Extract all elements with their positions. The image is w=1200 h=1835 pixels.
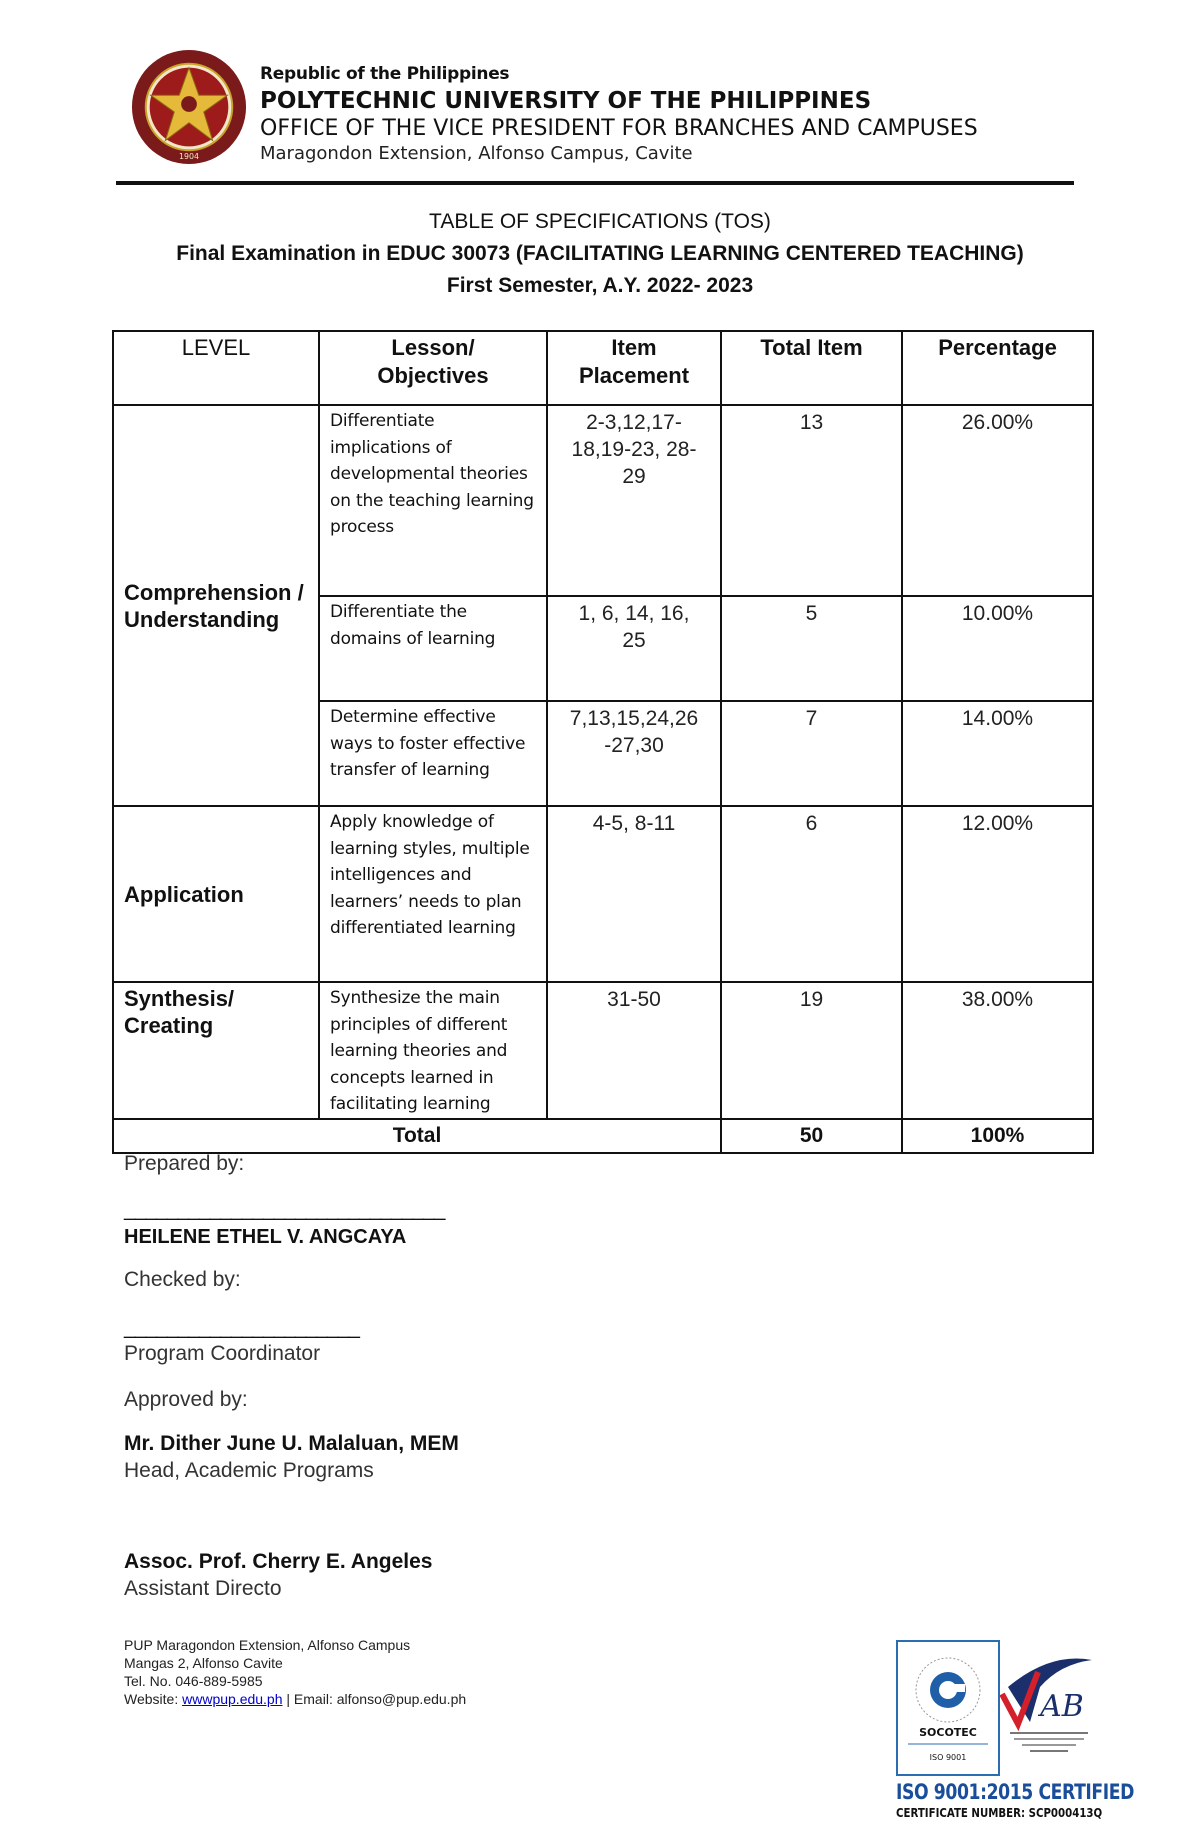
- office-name: OFFICE OF THE VICE PRESIDENT FOR BRANCHES AND CAMPUSES: [260, 116, 978, 141]
- level-comprehension: Comprehension / Understanding: [113, 405, 319, 806]
- signature-line: ______________________: [124, 1316, 359, 1339]
- svg-text:AB: AB: [1040, 1689, 1084, 1724]
- approver-title-1: Head, Academic Programs: [124, 1459, 374, 1482]
- objective-cell: Synthesize the main principles of different learning theories and concepts learned in facilitating learning: [319, 982, 547, 1119]
- total-cell: 5: [721, 596, 902, 701]
- placement-cell: 1, 6, 14, 16, 25: [547, 596, 721, 701]
- header-total-item: Total Item: [721, 331, 902, 405]
- header-item-placement: Item Placement: [547, 331, 721, 405]
- placement-cell: 4-5, 8-11: [547, 806, 721, 982]
- footer-line-4: Website: wwwpup.edu.ph | Email: alfonso@pup.edu.ph: [124, 1691, 467, 1707]
- socotec-logo: [896, 1640, 1000, 1776]
- title-line-1: TABLE OF SPECIFICATIONS (TOS): [429, 210, 771, 233]
- iso-certified-label: ISO 9001:2015 CERTIFIED: [896, 1780, 1135, 1804]
- percentage-cell: 10.00%: [902, 596, 1093, 701]
- ukas-logo: [1000, 1642, 1098, 1770]
- percentage-cell: 14.00%: [902, 701, 1093, 806]
- total-label: Total: [113, 1119, 721, 1153]
- placement-cell: 7,13,15,24,26 -27,30: [547, 701, 721, 806]
- objective-cell: Determine effective ways to foster effective transfer of learning: [319, 701, 547, 806]
- header-divider: [116, 181, 1074, 185]
- website-link[interactable]: wwwpup.edu.ph: [182, 1691, 283, 1707]
- signature-line: ______________________________: [124, 1198, 445, 1221]
- total-cell: 7: [721, 701, 902, 806]
- republic-label: Republic of the Philippines: [260, 64, 510, 84]
- table-header-row: [113, 331, 1093, 405]
- tos-table: [112, 330, 1094, 1154]
- title-line-2: Final Examination in EDUC 30073 (FACILITATING LEARNING CENTERED TEACHING): [176, 242, 1024, 265]
- placement-cell: 2-3,12,17-18,19-23, 28-29: [547, 405, 721, 596]
- placement-cell: 31-50: [547, 982, 721, 1119]
- objective-cell: Differentiate the domains of learning: [319, 596, 547, 701]
- footer-contact: [124, 1636, 466, 1708]
- footer-line-2: Mangas 2, Alfonso Cavite: [124, 1655, 283, 1671]
- objective-cell: Differentiate implications of developmental theories on the teaching learning process: [319, 405, 547, 596]
- table-row: [113, 982, 1093, 1119]
- campus-address: Maragondon Extension, Alfonso Campus, Cavite: [260, 143, 693, 164]
- approver-name-2: Assoc. Prof. Cherry E. Angeles: [124, 1550, 433, 1573]
- total-percentage: 100%: [902, 1119, 1093, 1153]
- title-line-3: First Semester, A.Y. 2022- 2023: [446, 274, 754, 297]
- footer-line-3: Tel. No. 046-889-5985: [124, 1673, 263, 1689]
- svg-text:ISO 9001: ISO 9001: [929, 1753, 967, 1762]
- iso-certification: [896, 1780, 1135, 1820]
- pup-seal-logo: [130, 48, 248, 166]
- certificate-number: CERTIFICATE NUMBER: SCP000413Q: [896, 1806, 1103, 1820]
- svg-text:1904: 1904: [178, 152, 200, 162]
- svg-text:SOCOTEC: SOCOTEC: [919, 1726, 977, 1739]
- prepared-by-label: Prepared by:: [124, 1152, 245, 1175]
- table-row: [113, 405, 1093, 596]
- level-synthesis: Synthesis/ Creating: [113, 982, 319, 1119]
- prepared-by-name: HEILENE ETHEL V. ANGCAYA: [124, 1226, 407, 1248]
- header-lesson: Lesson/ Objectives: [319, 331, 547, 405]
- level-application: Application: [113, 806, 319, 982]
- header-percentage: Percentage: [902, 331, 1093, 405]
- total-cell: 19: [721, 982, 902, 1119]
- objective-cell: Apply knowledge of learning styles, multiple intelligences and learners’ needs to plan differentiated learning: [319, 806, 547, 982]
- percentage-cell: 26.00%: [902, 405, 1093, 596]
- email-text: | Email: alfonso@pup.edu.ph: [282, 1691, 467, 1707]
- percentage-cell: 38.00%: [902, 982, 1093, 1119]
- total-row: [113, 1119, 1093, 1153]
- header-level: LEVEL: [113, 331, 319, 405]
- percentage-cell: 12.00%: [902, 806, 1093, 982]
- letterhead: [260, 64, 1140, 164]
- university-name: POLYTECHNIC UNIVERSITY OF THE PHILIPPINES: [260, 88, 872, 114]
- document-title: [100, 206, 1100, 302]
- total-items: 50: [721, 1119, 902, 1153]
- total-cell: 13: [721, 405, 902, 596]
- checked-by-label: Checked by:: [124, 1268, 241, 1291]
- approver-name-1: Mr. Dither June U. Malaluan, MEM: [124, 1432, 459, 1455]
- total-cell: 6: [721, 806, 902, 982]
- approver-title-2: Assistant Directo: [124, 1577, 282, 1600]
- table-row: [113, 806, 1093, 982]
- checked-by-title: Program Coordinator: [124, 1342, 321, 1365]
- approved-by-label: Approved by:: [124, 1388, 248, 1411]
- footer-line-1: PUP Maragondon Extension, Alfonso Campus: [124, 1637, 411, 1653]
